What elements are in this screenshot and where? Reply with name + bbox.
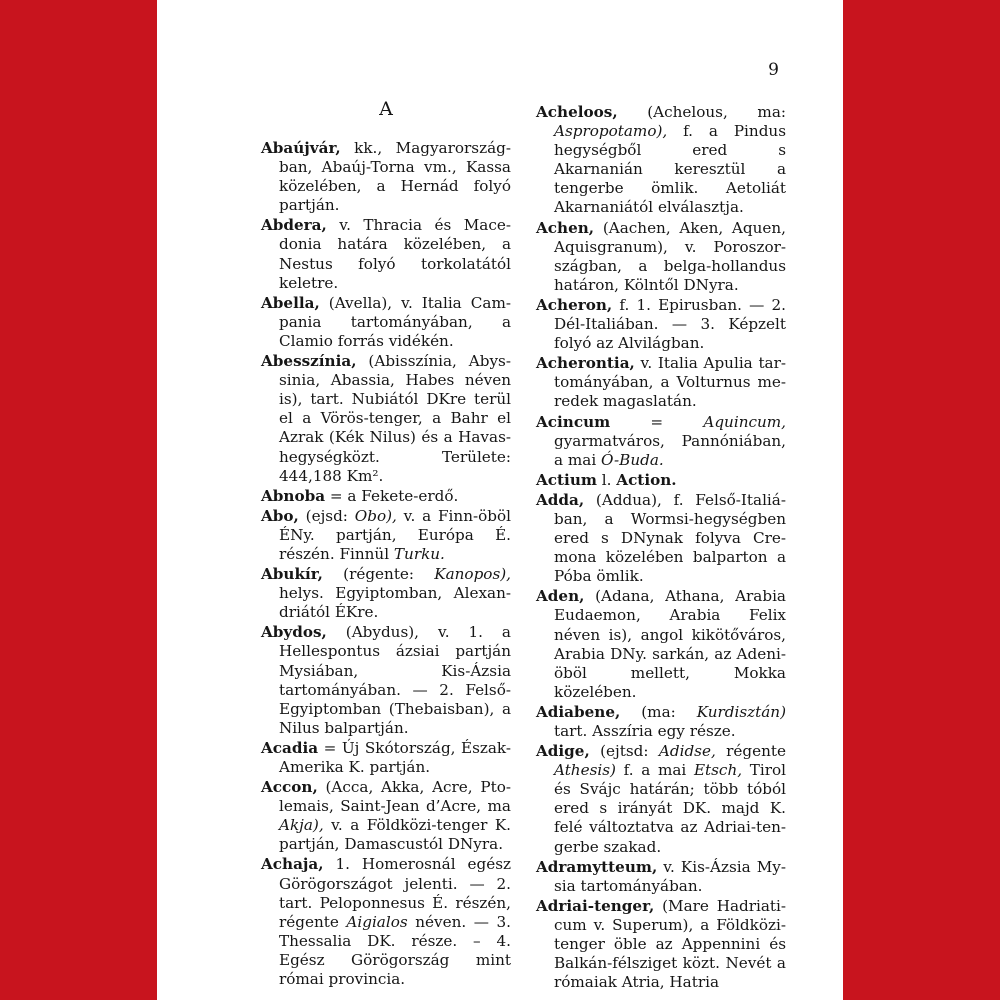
entry-text: (Abydus), v. 1. a Hellespontus ázsiai partján Mysiában, Kis-Ázsia tartományában. — 2. Felső-Egyiptomban (Thebaisban), a Nilus balpartján. [279, 623, 511, 737]
section-letter: A [379, 98, 393, 120]
left-column [261, 100, 511, 990]
entry-text: v. a Finn-öböl ÉNy. partján, Európa É. részén. Finnül [279, 506, 511, 563]
dictionary-entry [536, 413, 786, 470]
right-column [536, 103, 786, 993]
dictionary-entry [536, 103, 786, 218]
dictionary-entry [261, 778, 511, 854]
entry-text: l. [596, 470, 617, 489]
entry-text: Kurdisztán) [696, 702, 786, 721]
entry-text: Tirol és Svájc határán; több tóból ered s irányát DK. majd K. felé változtatva az Adriai-tengerbe szakad. [554, 761, 786, 856]
entry-text: Akja), [279, 816, 324, 835]
entry-headword: Accon, [261, 778, 318, 797]
entry-text: kk., Magyarországban, Abaúj-Torna vm., Kassa közelében, a Hernád folyó partján. [279, 139, 511, 215]
dictionary-entry [261, 216, 511, 292]
entry-headword: Acheron, [536, 295, 613, 314]
entry-text: régente [715, 742, 786, 761]
entry-text: Aspropotamo), [554, 122, 668, 141]
entry-text: gyarmatváros, Pannóniában, a mai [554, 431, 786, 469]
dictionary-entry [261, 623, 511, 738]
entry-text: = [610, 412, 704, 431]
entry-headword: Abnoba [261, 486, 326, 505]
dictionary-entry [536, 897, 786, 992]
entry-text: = Új Skótország, Észak-Amerika K. partján. [279, 738, 511, 776]
entry-text: Ó-Buda. [601, 450, 664, 469]
entry-text: helys. Egyiptomban, Alexandriától ÉKre. [279, 584, 511, 622]
right-entries [536, 103, 786, 992]
entry-text: Aquincum, [703, 412, 786, 431]
entry-text: (Aachen, Aken, Aquen, Aquisgranum), v. Poroszországban, a belga-hollandus határon, Kölntől DNyra. [554, 218, 786, 294]
dictionary-entry [261, 739, 511, 777]
page-number: 9 [768, 60, 779, 80]
dictionary-entry [261, 487, 511, 506]
dictionary-entry [261, 352, 511, 486]
entry-text: (Addua), f. Felső-Italiában, a Wormsi-hegységben ered s DNynak folyva Cremona közelében balparton a Póba ömlik. [554, 490, 786, 586]
dictionary-page [157, 0, 843, 1000]
entry-headword: Aden, [536, 587, 585, 606]
entry-headword: Abydos, [261, 623, 327, 642]
dictionary-entry [536, 296, 786, 353]
entry-text: Aigialos [346, 912, 408, 931]
entry-text: Athesis) [554, 761, 616, 780]
entry-text: f. a mai [615, 761, 694, 780]
entry-headword: Actium [536, 470, 597, 489]
dictionary-entry [536, 471, 786, 490]
entry-text: 1. Homerosnál egész Görögországot jelenti. — 2. tart. Peloponnesus É. részén, régente [279, 855, 511, 931]
entry-text: v. Kis-Ázsia Mysia tartományában. [554, 857, 786, 895]
entry-text: (ejsd: [298, 506, 355, 525]
entry-text: (Adana, Athana, Arabia Eudaemon, Arabia Felix néven is), angol kikötőváros, Arabia DNy. sarkán, az Adeni-öböl mellett, Mokka közelében. [554, 587, 786, 701]
entry-text: = a Fekete-erdő. [325, 486, 459, 505]
dictionary-entry [261, 507, 511, 564]
dictionary-entry [261, 565, 511, 622]
dictionary-entry [536, 354, 786, 411]
entry-headword: Adige, [536, 742, 590, 761]
entry-text: (Avella), v. Italia Campania tartományában, a Clamio forrás vidékén. [279, 293, 511, 350]
entry-text: (régente: [322, 565, 435, 584]
dictionary-entry [261, 139, 511, 215]
dictionary-entry [536, 703, 786, 741]
entry-text: tart. Asszíria egy része. [554, 722, 736, 740]
entry-text: (ma: [620, 702, 697, 721]
entry-headword: Abaújvár, [261, 139, 341, 157]
entry-headword: Acherontia, [536, 354, 635, 373]
entry-headword: Achen, [536, 218, 595, 237]
entry-headword: Abo, [261, 506, 299, 525]
left-entries [261, 139, 511, 989]
entry-headword: Acincum [536, 412, 611, 431]
dictionary-entry [261, 855, 511, 989]
entry-headword: Adramytteum, [536, 857, 658, 876]
entry-headword: Abesszínia, [261, 352, 357, 371]
dictionary-entry [536, 858, 786, 896]
entry-text: f. a Pindus hegységből ered s Akarnanián keresztül a tengerbe ömlik. Aetoliát Akarnaniától elválasztja. [554, 122, 786, 217]
entry-text: v. a Földközi-tenger K. partján, Damascustól DNyra. [279, 816, 511, 854]
entry-text: v. Thracia és Macedonia határa közelében, a Nestus folyó torkolatától keletre. [279, 216, 511, 292]
dictionary-entry [536, 491, 786, 586]
dictionary-entry [536, 742, 786, 857]
entry-text: v. Italia Apulia tartományában, a Volturnus meredek magaslatán. [554, 354, 786, 411]
entry-headword: Abella, [261, 293, 320, 312]
entry-text: Turku. [393, 544, 445, 563]
entry-headword: Adiabene, [536, 702, 621, 721]
entry-text: Etsch, [693, 761, 743, 780]
dictionary-entry [536, 219, 786, 295]
entry-headword: Acadia [261, 738, 319, 757]
entry-text: (Achelous, ma: [617, 103, 786, 121]
entry-text: Adidse, [658, 742, 716, 761]
entry-headword: Adriai-tenger, [536, 896, 655, 915]
entry-headword: Abukír, [261, 565, 323, 584]
entry-text: (Mare Hadriaticum v. Superum), a Földközi-tenger öble az Appennini és Balkán-félsziget közt. Nevét a rómaiak Atria, Hatria [554, 896, 786, 992]
entry-text: Obo), [354, 506, 397, 525]
entry-headword: Adda, [536, 490, 585, 509]
entry-headword: Acheloos, [536, 103, 618, 121]
entry-text: (Acca, Akka, Acre, Ptolemais, Saint-Jean d’Acre, ma [279, 778, 511, 816]
dictionary-entry [261, 294, 511, 351]
entry-text: néven. — 3. Thessalia DK. része. – 4. Egész Görögország mint római provincia. [279, 912, 511, 989]
entry-text: f. 1. Epirusban. — 2. Dél-Italiában. — 3. Képzelt folyó az Alvilágban. [554, 295, 786, 353]
entry-headword: Abdera, [261, 216, 327, 235]
entry-text: (Abisszínia, Abyssinia, Abassia, Habes néven is), tart. Nubiától DKre terül el a Vörös-tenger, a Bahr el Azrak (Kék Nilus) és a Havashegységközt. Területe: 444,188 Km². [279, 352, 511, 485]
entry-text: (ejtsd: [589, 742, 659, 761]
entry-text: Action. [616, 470, 677, 489]
entry-headword: Achaja, [261, 855, 324, 874]
dictionary-entry [536, 587, 786, 702]
entry-text: Kanopos), [434, 565, 511, 584]
